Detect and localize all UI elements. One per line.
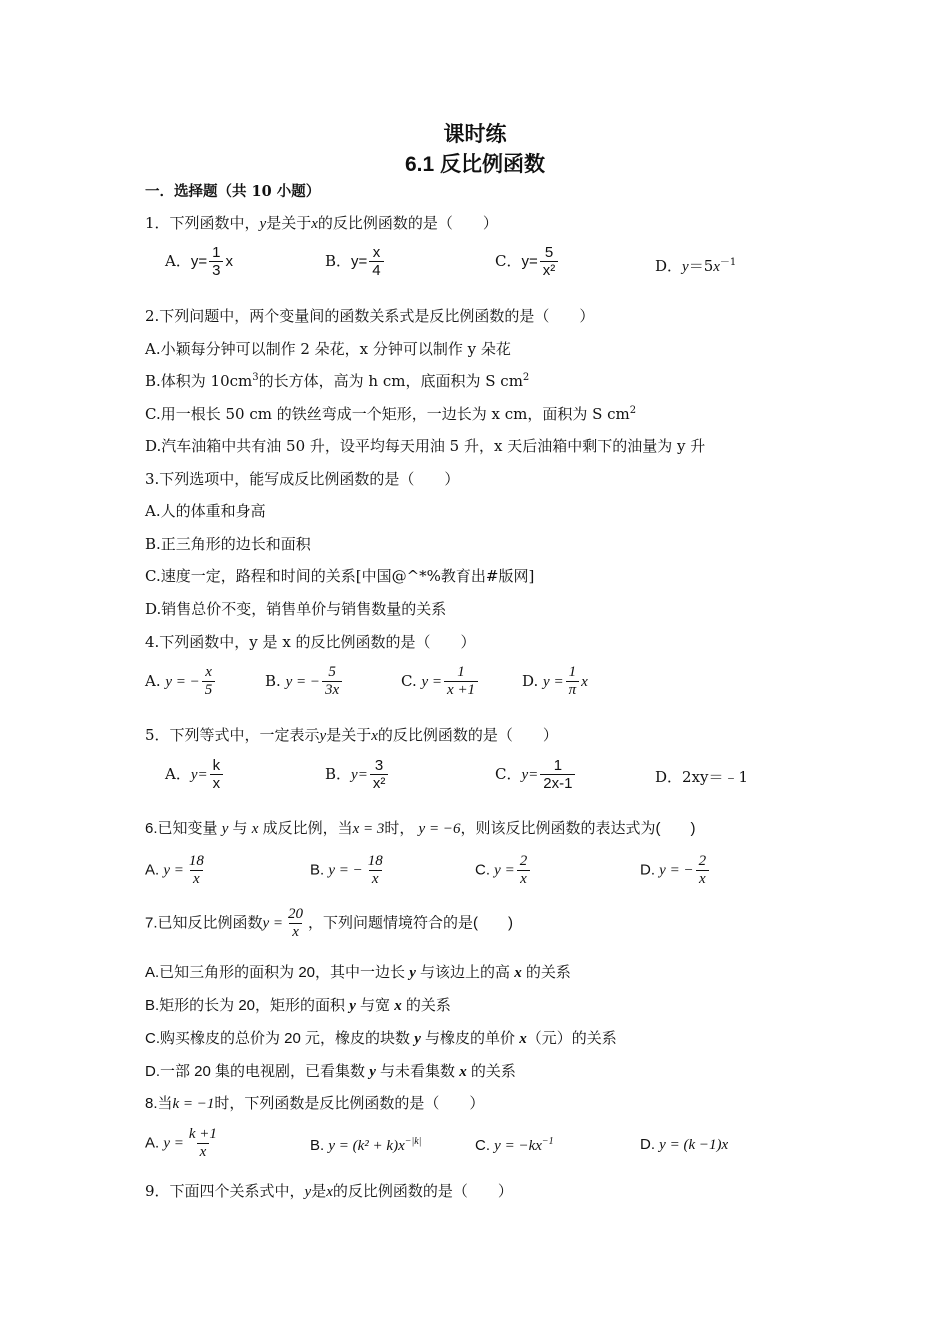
question-7-stem: 7.已知反比例函数y = $\frac{20}{x}$ ，下列问题情境符合的是( ) xyxy=(145,906,514,941)
question-2-option-a: A.小颖每分钟可以制作 2 朵花，x 分钟可以制作 y 朵花 xyxy=(145,340,511,358)
question-3-option-c: C.速度一定，路程和时间的关系[中国@^*%教育出#版网] xyxy=(145,567,535,585)
question-6-stem: 6.已知变量 y 与 x 成反比例，当x = 3时， y = −6，则该反比例函数的表达式为( ) xyxy=(145,820,696,837)
question-6-option-a: A. y = $\frac{18}{x}$ xyxy=(145,853,204,888)
page-subtitle: 6.1 反比例函数 xyxy=(404,153,546,176)
question-1-option-a: A．y= $\frac{1}{3}$ x xyxy=(165,244,233,280)
question-8-option-b: B. $y = (k^2 + k)x^{-|k|}$ xyxy=(310,1136,422,1154)
question-4-stem: 4.下列函数中，y 是 x 的反比例函数的是（ ） xyxy=(145,633,476,651)
question-7-option-a: A.已知三角形的面积为 20，其中一边长 y 与该边上的高 x 的关系 xyxy=(145,964,571,981)
question-8-option-d: D. y = (k −1)x xyxy=(640,1136,729,1153)
question-3-stem: 3.下列选项中，能写成反比例函数的是（ ） xyxy=(145,470,460,488)
question-6-option-b: B. y = − $\frac{18}{x}$ xyxy=(310,853,383,888)
question-4-option-c: C. y = $\frac{1}{x +1}$ xyxy=(401,664,480,700)
question-6-option-c: C. y = $\frac{2}{x}$ xyxy=(475,853,532,889)
question-8-stem: 8.当k = −1时，下列函数是反比例函数的是（ ） xyxy=(145,1095,485,1112)
question-2-option-c: C.用一根长 50 cm 的铁丝弯成一个矩形，一边长为 x cm，面积为 S $cm^2$ xyxy=(145,405,637,423)
question-5-option-b: B．y= $\frac{3}{\text{x²}}$ xyxy=(325,757,390,793)
question-4-option-d: D. y = $\frac{1}{\pi}$ x xyxy=(522,664,588,699)
question-5-option-c: C．y= $\frac{1}{2x-1}$ xyxy=(495,757,577,793)
question-8-option-a: A. y = $\frac{k +1}{x}$ xyxy=(145,1126,217,1161)
section-heading: 一．选择题（共 10 小题） xyxy=(145,183,321,200)
question-7-option-c: C.购买橡皮的总价为 20 元，橡皮的块数 y 与橡皮的单价 x（元）的关系 xyxy=(145,1030,617,1047)
question-4-option-a: A. y = − $\frac{x}{5}$ xyxy=(145,664,217,700)
question-8-option-c: C. $y = -kx^{-1}$ xyxy=(475,1136,554,1154)
page-title: 课时练 xyxy=(443,123,507,146)
question-6-option-d: D. y = − $\frac{2}{x}$ xyxy=(640,853,711,889)
question-2-option-b: B.体积为 $10cm^3$的长方体，高为 h cm，底面积为 S $cm^2$ xyxy=(145,372,530,390)
question-7-option-b: B.矩形的长为 20，矩形的面积 y 与宽 x 的关系 xyxy=(145,997,451,1014)
question-3-option-b: B.正三角形的边长和面积 xyxy=(145,535,311,553)
question-3-option-a: A.人的体重和身高 xyxy=(145,502,266,520)
question-1-stem: 1．下列函数中，y是关于x的反比例函数的是（ ） xyxy=(145,214,498,232)
question-4-option-b: B. y = − $\frac{5}{3x}$ xyxy=(265,664,344,700)
question-2-stem: 2.下列问题中，两个变量间的函数关系式是反比例函数的是（ ） xyxy=(145,307,595,325)
question-5-option-d: D．2xy＝﹣1 xyxy=(655,768,749,786)
question-1-option-b: B．y= $\frac{x}{4}$ xyxy=(325,244,386,280)
question-3-option-d: D.销售总价不变，销售单价与销售数量的关系 xyxy=(145,600,447,618)
question-2-option-d: D.汽车油箱中共有油 50 升，设平均每天用油 5 升，x 天后油箱中剩下的油量为 y 升 xyxy=(145,437,706,455)
question-5-option-a: A．y= $\frac{k}{x}$ xyxy=(165,757,225,793)
question-7-option-d: D.一部 20 集的电视剧，已看集数 y 与未看集数 x 的关系 xyxy=(145,1063,516,1080)
question-5-stem: 5．下列等式中，一定表示y是关于x的反比例函数的是（ ） xyxy=(145,726,558,744)
question-1-option-c: C．y= $\frac{5}{\text{x²}}$ xyxy=(495,244,560,280)
question-9-stem: 9．下面四个关系式中，y是x的反比例函数的是（ ） xyxy=(145,1182,513,1200)
question-1-option-d: D．$y=5x^{-1}$ xyxy=(655,257,737,275)
